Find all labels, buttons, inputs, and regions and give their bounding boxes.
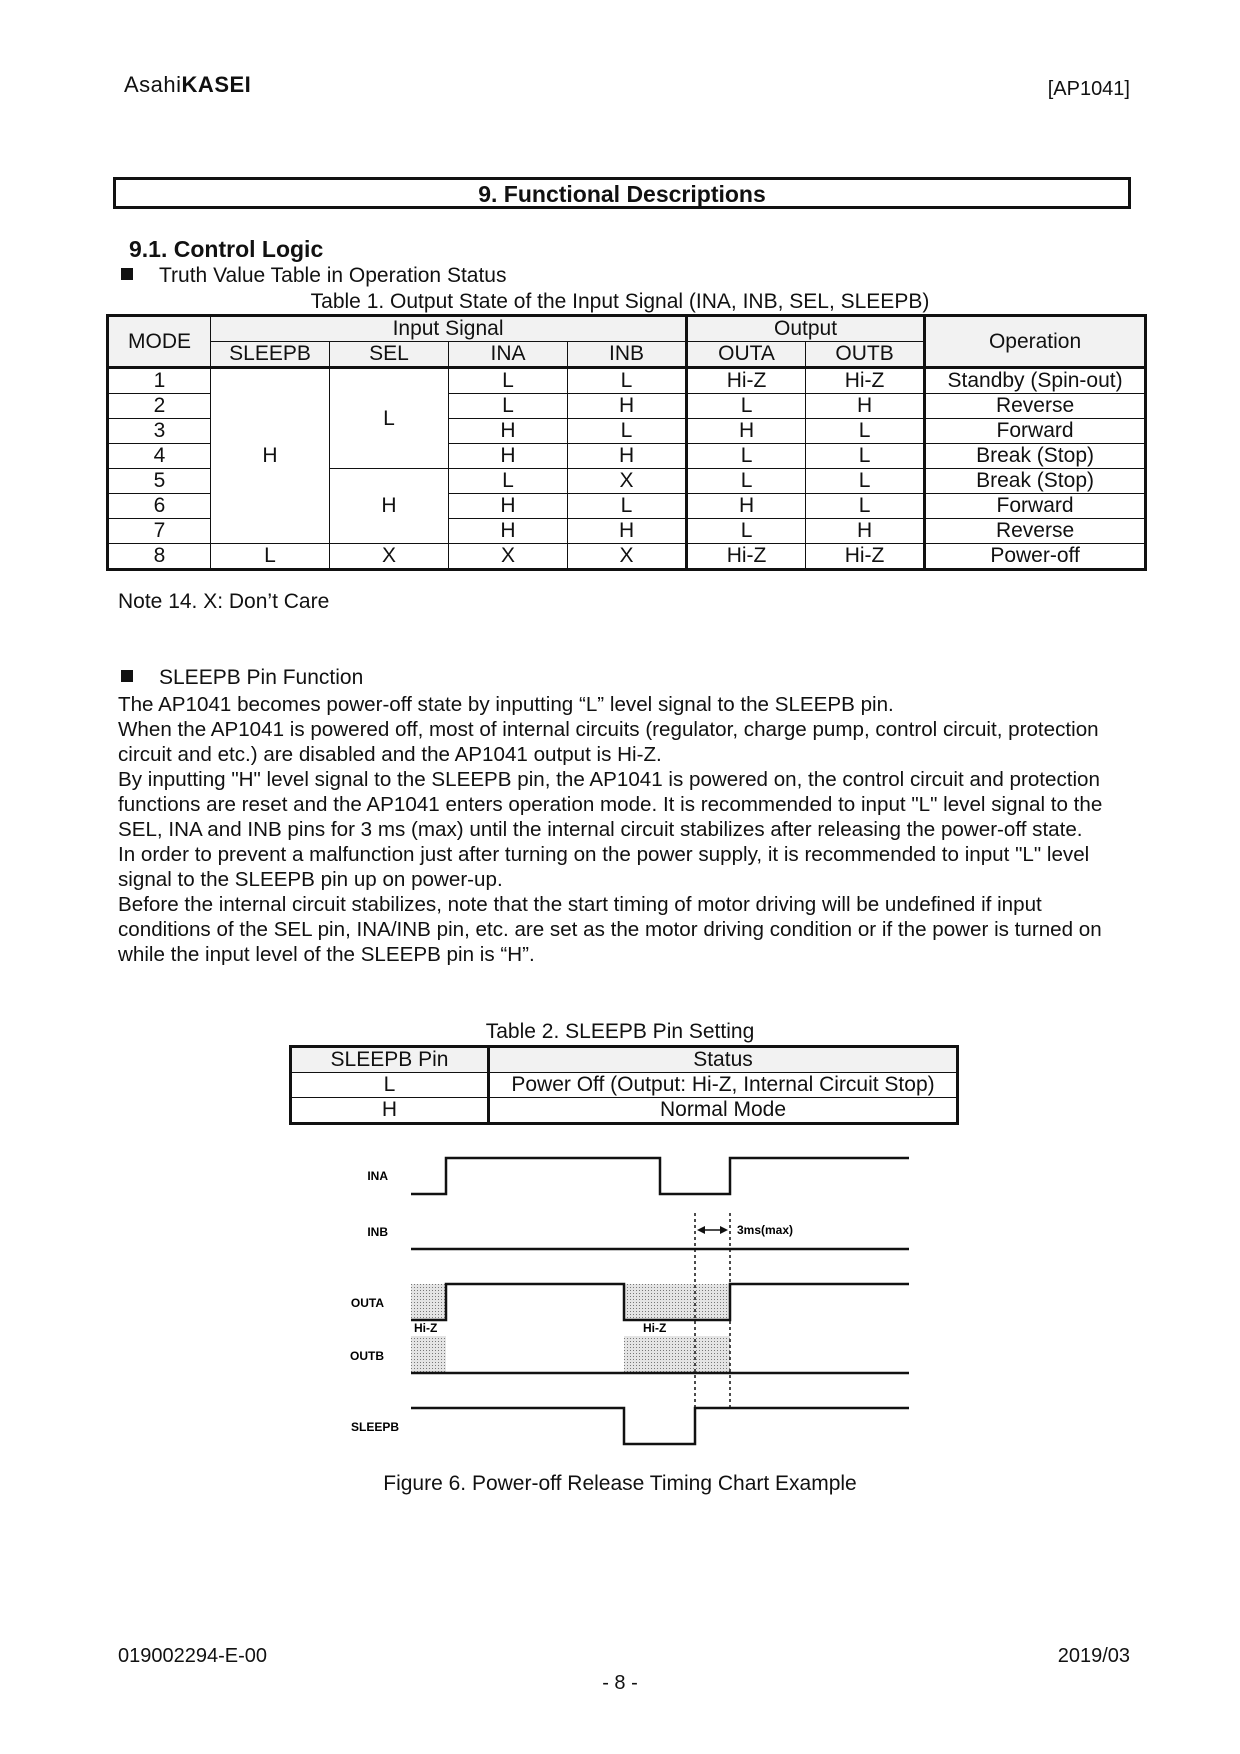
outb-hiz-region: [411, 1336, 446, 1373]
cell-outb: Hi-Z: [806, 368, 925, 394]
header-ina: INA: [449, 342, 568, 368]
cell-outa: L: [687, 394, 806, 419]
delay-label: 3ms(max): [737, 1223, 794, 1237]
outb-hiz-region: [624, 1336, 730, 1373]
logo-bold: KASEI: [181, 72, 252, 97]
cell-mode: 3: [108, 419, 211, 444]
cell-sleepb-h: H: [211, 368, 330, 544]
cell-outa: Hi-Z: [687, 368, 806, 394]
cell-inb: H: [568, 394, 687, 419]
header-sleepb-pin: SLEEPB Pin: [291, 1047, 489, 1073]
cell-ina: H: [449, 494, 568, 519]
cell-pin: L: [291, 1073, 489, 1098]
cell-status: Normal Mode: [489, 1098, 958, 1124]
header-outa: OUTA: [687, 342, 806, 368]
footer-doc-number: 019002294-E-00: [118, 1645, 268, 1667]
paragraph: In order to prevent a malfunction just after turning on the power supply, it is recommended to input "L" level signal to the SLEEPB pin up on power-up.: [118, 843, 1090, 891]
cell-inb: H: [568, 444, 687, 469]
timing-label-inb: INB: [367, 1225, 388, 1239]
footer-date: 2019/03: [1057, 1645, 1130, 1667]
timing-label-ina: INA: [367, 1169, 388, 1183]
cell-operation: Standby (Spin-out): [925, 368, 1146, 394]
cell-outa: L: [687, 444, 806, 469]
cell-outb: L: [806, 444, 925, 469]
cell-sel-x: X: [330, 544, 449, 570]
cell-ina: X: [449, 544, 568, 570]
cell-inb: X: [568, 469, 687, 494]
cell-ina: L: [449, 368, 568, 394]
subsection-title: 9.1. Control Logic: [129, 236, 324, 262]
timing-label-outa: OUTA: [350, 1296, 384, 1310]
cell-outa: H: [687, 419, 806, 444]
cell-mode: 1: [108, 368, 211, 394]
table-note: Note 14. X: Don’t Care: [118, 590, 330, 613]
cell-outb: H: [806, 519, 925, 544]
cell-ina: H: [449, 519, 568, 544]
header-inb: INB: [568, 342, 687, 368]
outa-hiz-label: Hi-Z: [643, 1321, 667, 1335]
document-reference: [AP1041]: [1047, 78, 1130, 100]
cell-operation: Break (Stop): [925, 469, 1146, 494]
paragraph: The AP1041 becomes power-off state by inputting “L” level signal to the SLEEPB pin.: [118, 693, 894, 716]
cell-status: Power Off (Output: Hi-Z, Internal Circuit Stop): [489, 1073, 958, 1098]
cell-mode: 8: [108, 544, 211, 570]
section-title: 9. Functional Descriptions: [113, 177, 1131, 209]
header-sleepb: SLEEPB: [211, 342, 330, 368]
cell-outb: H: [806, 394, 925, 419]
cell-operation: Reverse: [925, 519, 1146, 544]
cell-outa: H: [687, 494, 806, 519]
cell-sleepb-l: L: [211, 544, 330, 570]
cell-outa: L: [687, 469, 806, 494]
truth-table-bullet-text: Truth Value Table in Operation Status: [159, 264, 507, 287]
header-operation: Operation: [925, 316, 1146, 368]
cell-inb: L: [568, 368, 687, 394]
paragraph: By inputting "H" level signal to the SLEEPB pin, the AP1041 is powered on, the control circuit and protection functions are reset and the AP1041 enters operation mode. It is recommended to input "L" level signal to the SEL, INA and INB pins for 3 ms (max) until the internal circuit stabilizes after releasing the power-off state.: [118, 768, 1103, 841]
delay-arrow-right-icon: [720, 1226, 728, 1234]
outa-hiz-region: [624, 1284, 730, 1320]
ina-waveform: [411, 1158, 909, 1194]
table2-caption: Table 2. SLEEPB Pin Setting: [485, 1020, 755, 1043]
header-output: Output: [687, 316, 925, 342]
paragraph: Before the internal circuit stabilizes, note that the start timing of motor driving will be undefined if input conditions of the SEL pin, INA/INB pin, etc. are set as the motor driving condition or if the power is turned on while the input level of the SLEEPB pin is “H”.: [118, 893, 1102, 966]
page-number: - 8 -: [602, 1672, 638, 1694]
table1-caption: Table 1. Output State of the Input Signal (INA, INB, SEL, SLEEPB): [310, 290, 930, 313]
cell-operation: Forward: [925, 494, 1146, 519]
sleepb-waveform: [411, 1408, 909, 1444]
cell-inb: X: [568, 544, 687, 570]
cell-inb: L: [568, 494, 687, 519]
figure-caption: Figure 6. Power-off Release Timing Chart Example: [383, 1472, 857, 1495]
cell-inb: H: [568, 519, 687, 544]
cell-outa: Hi-Z: [687, 544, 806, 570]
cell-sel-h: H: [330, 469, 449, 544]
cell-mode: 7: [108, 519, 211, 544]
logo-light: Asahi: [124, 72, 182, 97]
cell-mode: 4: [108, 444, 211, 469]
sleepb-bullet-text: SLEEPB Pin Function: [159, 666, 364, 689]
cell-mode: 6: [108, 494, 211, 519]
header-status: Status: [489, 1047, 958, 1073]
cell-ina: L: [449, 469, 568, 494]
timing-label-sleepb: SLEEPB: [350, 1420, 399, 1434]
cell-outb: L: [806, 419, 925, 444]
paragraph: When the AP1041 is powered off, most of internal circuits (regulator, charge pump, control circuit, protection circuit and etc.) are disabled and the AP1041 output is Hi-Z.: [118, 718, 1099, 766]
header-input-signal: Input Signal: [211, 316, 687, 342]
cell-operation: Forward: [925, 419, 1146, 444]
cell-mode: 5: [108, 469, 211, 494]
outa-hiz-label: Hi-Z: [414, 1321, 438, 1335]
outa-hiz-region: [411, 1284, 446, 1320]
header-sel: SEL: [330, 342, 449, 368]
delay-arrow-left-icon: [697, 1226, 705, 1234]
cell-operation: Power-off: [925, 544, 1146, 570]
cell-pin: H: [291, 1098, 489, 1124]
cell-operation: Break (Stop): [925, 444, 1146, 469]
header-outb: OUTB: [806, 342, 925, 368]
cell-outb: Hi-Z: [806, 544, 925, 570]
cell-outb: L: [806, 469, 925, 494]
cell-outb: L: [806, 494, 925, 519]
cell-ina: H: [449, 419, 568, 444]
cell-inb: L: [568, 419, 687, 444]
cell-ina: H: [449, 444, 568, 469]
cell-ina: L: [449, 394, 568, 419]
header-mode: MODE: [108, 316, 211, 368]
cell-operation: Reverse: [925, 394, 1146, 419]
timing-label-outb: OUTB: [350, 1349, 384, 1363]
cell-sel-l: L: [330, 368, 449, 469]
cell-mode: 2: [108, 394, 211, 419]
cell-outa: L: [687, 519, 806, 544]
